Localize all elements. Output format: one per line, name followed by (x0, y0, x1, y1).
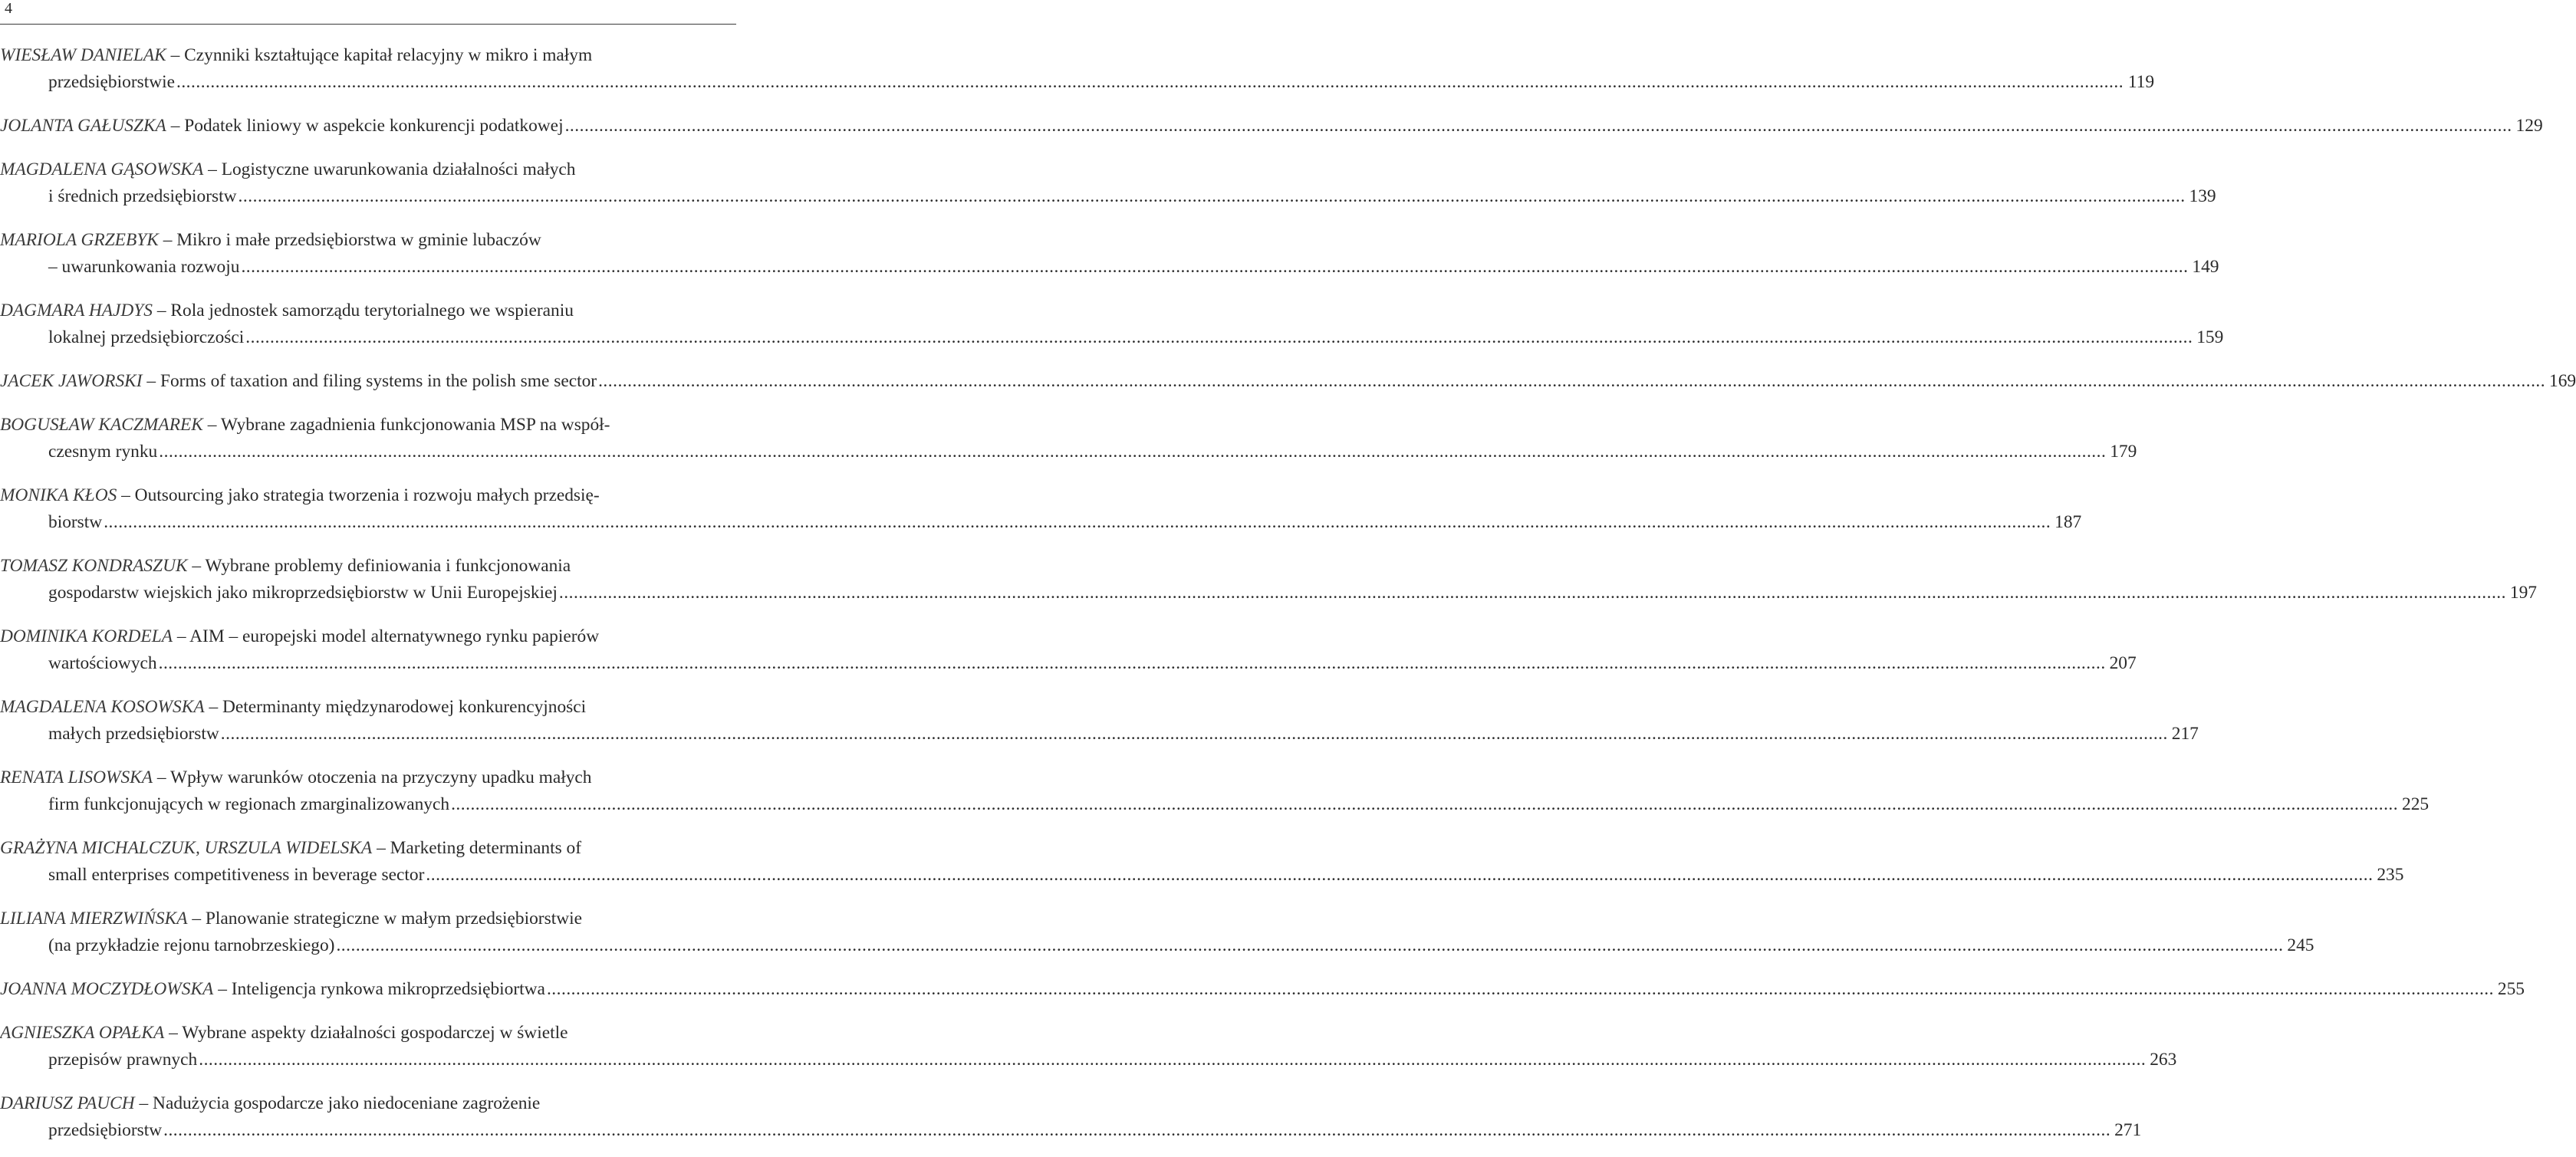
toc-entry-first-line (0, 42, 735, 69)
toc-separator: – (166, 116, 185, 136)
toc-entry-second-line (0, 324, 2224, 351)
toc-title: Forms of taxation and filing systems in the polish sme sector (160, 371, 597, 391)
toc-title-continuation: small enterprises competitiveness in beverage sector (48, 865, 425, 885)
toc-entry (0, 553, 2537, 606)
toc-separator: – (187, 556, 206, 576)
toc-entry (0, 835, 2404, 889)
toc-leader-dots: ................................................................................................................................................................................................................................................................................................................................................................................................................ (220, 724, 2168, 744)
toc-entry-first-line (0, 1090, 735, 1117)
toc-leader-dots: ................................................................................................................................................................................................................................................................................................................................................................................................................ (176, 72, 2124, 92)
toc-entry-second-line (0, 509, 2082, 536)
toc-title: Planowanie strategiczne w małym przedsiębiorstwie (205, 909, 582, 929)
toc-author: WIESŁAW DANIELAK (0, 45, 166, 65)
header-rule (0, 24, 736, 25)
table-of-contents (0, 42, 2576, 1144)
toc-entry-first-line (0, 368, 2576, 395)
toc-title: Nadużycia gospodarcze jako niedoceniane zagrożenie (153, 1093, 541, 1113)
toc-title: Wybrane problemy definiowania i funkcjonowania (205, 556, 571, 576)
toc-entry-first-line (0, 764, 735, 791)
toc-author: MAGDALENA GĄSOWSKA (0, 159, 204, 179)
toc-title: Podatek liniowy w aspekcie konkurencji podatkowej (184, 116, 564, 136)
toc-entry-first-line (0, 482, 735, 509)
toc-title-continuation: biorstw (48, 512, 103, 532)
toc-separator: – (117, 485, 135, 505)
toc-entry-first-line (0, 623, 735, 650)
toc-page-number: 263 (2150, 1050, 2177, 1070)
toc-entry-second-line (0, 254, 2219, 281)
toc-separator: – (166, 45, 185, 65)
toc-title-continuation: – uwarunkowania rozwoju (48, 257, 240, 277)
toc-author: MARIOLA GRZEBYK (0, 230, 159, 250)
toc-author: RENATA LISOWSKA (0, 767, 153, 787)
toc-entry (0, 764, 2430, 818)
toc-author: JACEK JAWORSKI (0, 371, 143, 391)
toc-leader-dots: ................................................................................................................................................................................................................................................................................................................................................................................................................ (163, 1120, 2111, 1140)
toc-entry (0, 1020, 2177, 1073)
toc-title-continuation: przedsiębiorstw (48, 1120, 163, 1140)
toc-title-continuation: czesnym rynku (48, 442, 158, 462)
toc-title-continuation: wartościowych (48, 653, 157, 673)
toc-author: JOLANTA GAŁUSZKA (0, 116, 166, 136)
toc-leader-dots: ................................................................................................................................................................................................................................................................................................................................................................................................................ (238, 186, 2186, 206)
toc-author: DOMINIKA KORDELA (0, 626, 173, 646)
toc-leader-dots: ................................................................................................................................................................................................................................................................................................................................................................................................................ (245, 327, 2193, 347)
toc-entry-second-line (0, 721, 2199, 748)
toc-title-continuation: małych przedsiębiorstw (48, 724, 219, 744)
toc-page-number: 187 (2055, 512, 2082, 532)
toc-page-number: 217 (2171, 724, 2199, 744)
toc-entry-second-line (0, 183, 2216, 210)
toc-entry (0, 156, 2216, 210)
toc-entry (0, 694, 2199, 748)
toc-entry (0, 976, 2525, 1003)
toc-title: Wybrane zagadnienia funkcjonowania MSP na współ- (220, 415, 610, 435)
toc-separator: – (153, 767, 171, 787)
toc-separator: – (187, 909, 206, 929)
toc-title: Rola jednostek samorządu terytorialnego we wspieraniu (170, 301, 574, 320)
toc-leader-dots: ................................................................................................................................................................................................................................................................................................................................................................................................................ (104, 512, 2051, 532)
toc-entry (0, 482, 2082, 536)
toc-page-number: 159 (2196, 327, 2224, 347)
toc-entry (0, 227, 2219, 281)
toc-entry-first-line (0, 1020, 735, 1047)
toc-entry-first-line (0, 412, 735, 439)
toc-title: Czynniki kształtujące kapitał relacyjny w mikro i małym (184, 45, 593, 65)
toc-page-number: 139 (2189, 186, 2216, 206)
toc-page-number: 255 (2497, 979, 2525, 999)
toc-page-number: 225 (2402, 794, 2430, 814)
toc-page-number: 271 (2114, 1120, 2142, 1140)
toc-page-number: 179 (2110, 442, 2137, 462)
toc-separator: – (153, 301, 171, 320)
toc-entry-second-line (0, 650, 2137, 677)
toc-separator: – (173, 626, 190, 646)
toc-leader-dots: ................................................................................................................................................................................................................................................................................................................................................................................................................ (426, 865, 2374, 885)
toc-title: Marketing determinants of (390, 838, 582, 858)
toc-entry (0, 113, 2543, 140)
toc-entry-first-line (0, 156, 735, 183)
toc-author: JOANNA MOCZYDŁOWSKA (0, 979, 214, 999)
toc-title-continuation: firm funkcjonujących w regionach zmarginalizowanych (48, 794, 450, 814)
toc-separator: – (134, 1093, 153, 1113)
toc-author: MONIKA KŁOS (0, 485, 117, 505)
toc-entry (0, 297, 2224, 351)
toc-entry-first-line (0, 227, 735, 254)
toc-entry (0, 412, 2137, 465)
toc-title-continuation: i średnich przedsiębiorstw (48, 186, 237, 206)
toc-leader-dots: ................................................................................................................................................................................................................................................................................................................................................................................................................ (241, 257, 2189, 277)
toc-author: MAGDALENA KOSOWSKA (0, 697, 205, 717)
toc-author: GRAŻYNA MICHALCZUK, URSZULA WIDELSKA (0, 838, 373, 858)
toc-entry-first-line (0, 976, 2525, 1003)
toc-entry-second-line (0, 791, 2430, 818)
toc-entry-second-line (0, 932, 2314, 959)
toc-separator: – (142, 371, 160, 391)
toc-separator: – (203, 159, 222, 179)
toc-title-continuation: gospodarstw wiejskich jako mikroprzedsiębiorstw w Unii Europejskiej (48, 583, 558, 603)
toc-page-number: 207 (2109, 653, 2137, 673)
toc-title: Inteligencja rynkowa mikroprzedsiębiortwa (231, 979, 545, 999)
toc-leader-dots: ................................................................................................................................................................................................................................................................................................................................................................................................................ (598, 371, 2546, 391)
toc-entry-first-line (0, 835, 735, 862)
toc-entry-first-line (0, 694, 735, 721)
toc-entry (0, 623, 2137, 677)
toc-title: Wybrane aspekty działalności gospodarczej w świetle (182, 1023, 568, 1043)
toc-title: Outsourcing jako strategia tworzenia i rozwoju małych przedsię- (134, 485, 600, 505)
page-number: 4 (5, 0, 12, 17)
toc-author: DAGMARA HAJDYS (0, 301, 153, 320)
toc-entry (0, 906, 2314, 959)
toc-title-continuation: przedsiębiorstwie (48, 72, 175, 92)
toc-title-continuation: przepisów prawnych (48, 1050, 198, 1070)
toc-leader-dots: ................................................................................................................................................................................................................................................................................................................................................................................................................ (558, 583, 2506, 603)
toc-entry-second-line (0, 439, 2137, 465)
toc-leader-dots: ................................................................................................................................................................................................................................................................................................................................................................................................................ (158, 653, 2106, 673)
toc-page-number: 149 (2192, 257, 2219, 277)
toc-entry-first-line (0, 297, 735, 324)
toc-leader-dots: ................................................................................................................................................................................................................................................................................................................................................................................................................ (564, 116, 2512, 136)
toc-page-number: 197 (2509, 583, 2537, 603)
toc-leader-dots: ................................................................................................................................................................................................................................................................................................................................................................................................................ (159, 442, 2107, 462)
toc-separator: – (202, 415, 221, 435)
toc-entry-second-line (0, 580, 2537, 606)
toc-separator: – (213, 979, 232, 999)
toc-separator: – (158, 230, 177, 250)
toc-page-number: 245 (2287, 935, 2314, 955)
toc-entry (0, 1090, 2142, 1144)
toc-entry-first-line (0, 113, 2543, 140)
toc-entry (0, 368, 2576, 395)
toc-entry-second-line (0, 69, 2155, 96)
toc-entry-second-line (0, 1047, 2177, 1073)
toc-title: Wpływ warunków otoczenia na przyczyny upadku małych (170, 767, 592, 787)
toc-author: LILIANA MIERZWIŃSKA (0, 909, 188, 929)
toc-entry-second-line (0, 862, 2404, 889)
toc-title-continuation: (na przykładzie rejonu tarnobrzeskiego) (48, 935, 335, 955)
toc-page-number: 119 (2127, 72, 2155, 92)
toc-page-number: 169 (2549, 371, 2576, 391)
toc-title: AIM – europejski model alternatywnego rynku papierów (189, 626, 600, 646)
toc-author: AGNIESZKA OPAŁKA (0, 1023, 165, 1043)
toc-author: BOGUSŁAW KACZMAREK (0, 415, 203, 435)
toc-separator: – (164, 1023, 183, 1043)
toc-title: Mikro i małe przedsiębiorstwa w gminie lubaczów (176, 230, 541, 250)
toc-entry-second-line (0, 1117, 2142, 1144)
toc-title: Logistyczne uwarunkowania działalności małych (221, 159, 576, 179)
toc-separator: – (372, 838, 390, 858)
toc-leader-dots: ................................................................................................................................................................................................................................................................................................................................................................................................................ (546, 979, 2494, 999)
toc-entry-first-line (0, 906, 735, 932)
toc-title-continuation: lokalnej przedsiębiorczości (48, 327, 245, 347)
toc-page-number: 129 (2515, 116, 2543, 136)
toc-leader-dots: ................................................................................................................................................................................................................................................................................................................................................................................................................ (336, 935, 2284, 955)
toc-entry (0, 42, 2155, 96)
toc-page-number: 235 (2377, 865, 2404, 885)
toc-title: Determinanty międzynarodowej konkurencyjności (222, 697, 587, 717)
toc-leader-dots: ................................................................................................................................................................................................................................................................................................................................................................................................................ (451, 794, 2399, 814)
toc-author: TOMASZ KONDRASZUK (0, 556, 188, 576)
toc-leader-dots: ................................................................................................................................................................................................................................................................................................................................................................................................................ (199, 1050, 2147, 1070)
toc-separator: – (204, 697, 222, 717)
toc-author: DARIUSZ PAUCH (0, 1093, 135, 1113)
toc-entry-first-line (0, 553, 735, 580)
